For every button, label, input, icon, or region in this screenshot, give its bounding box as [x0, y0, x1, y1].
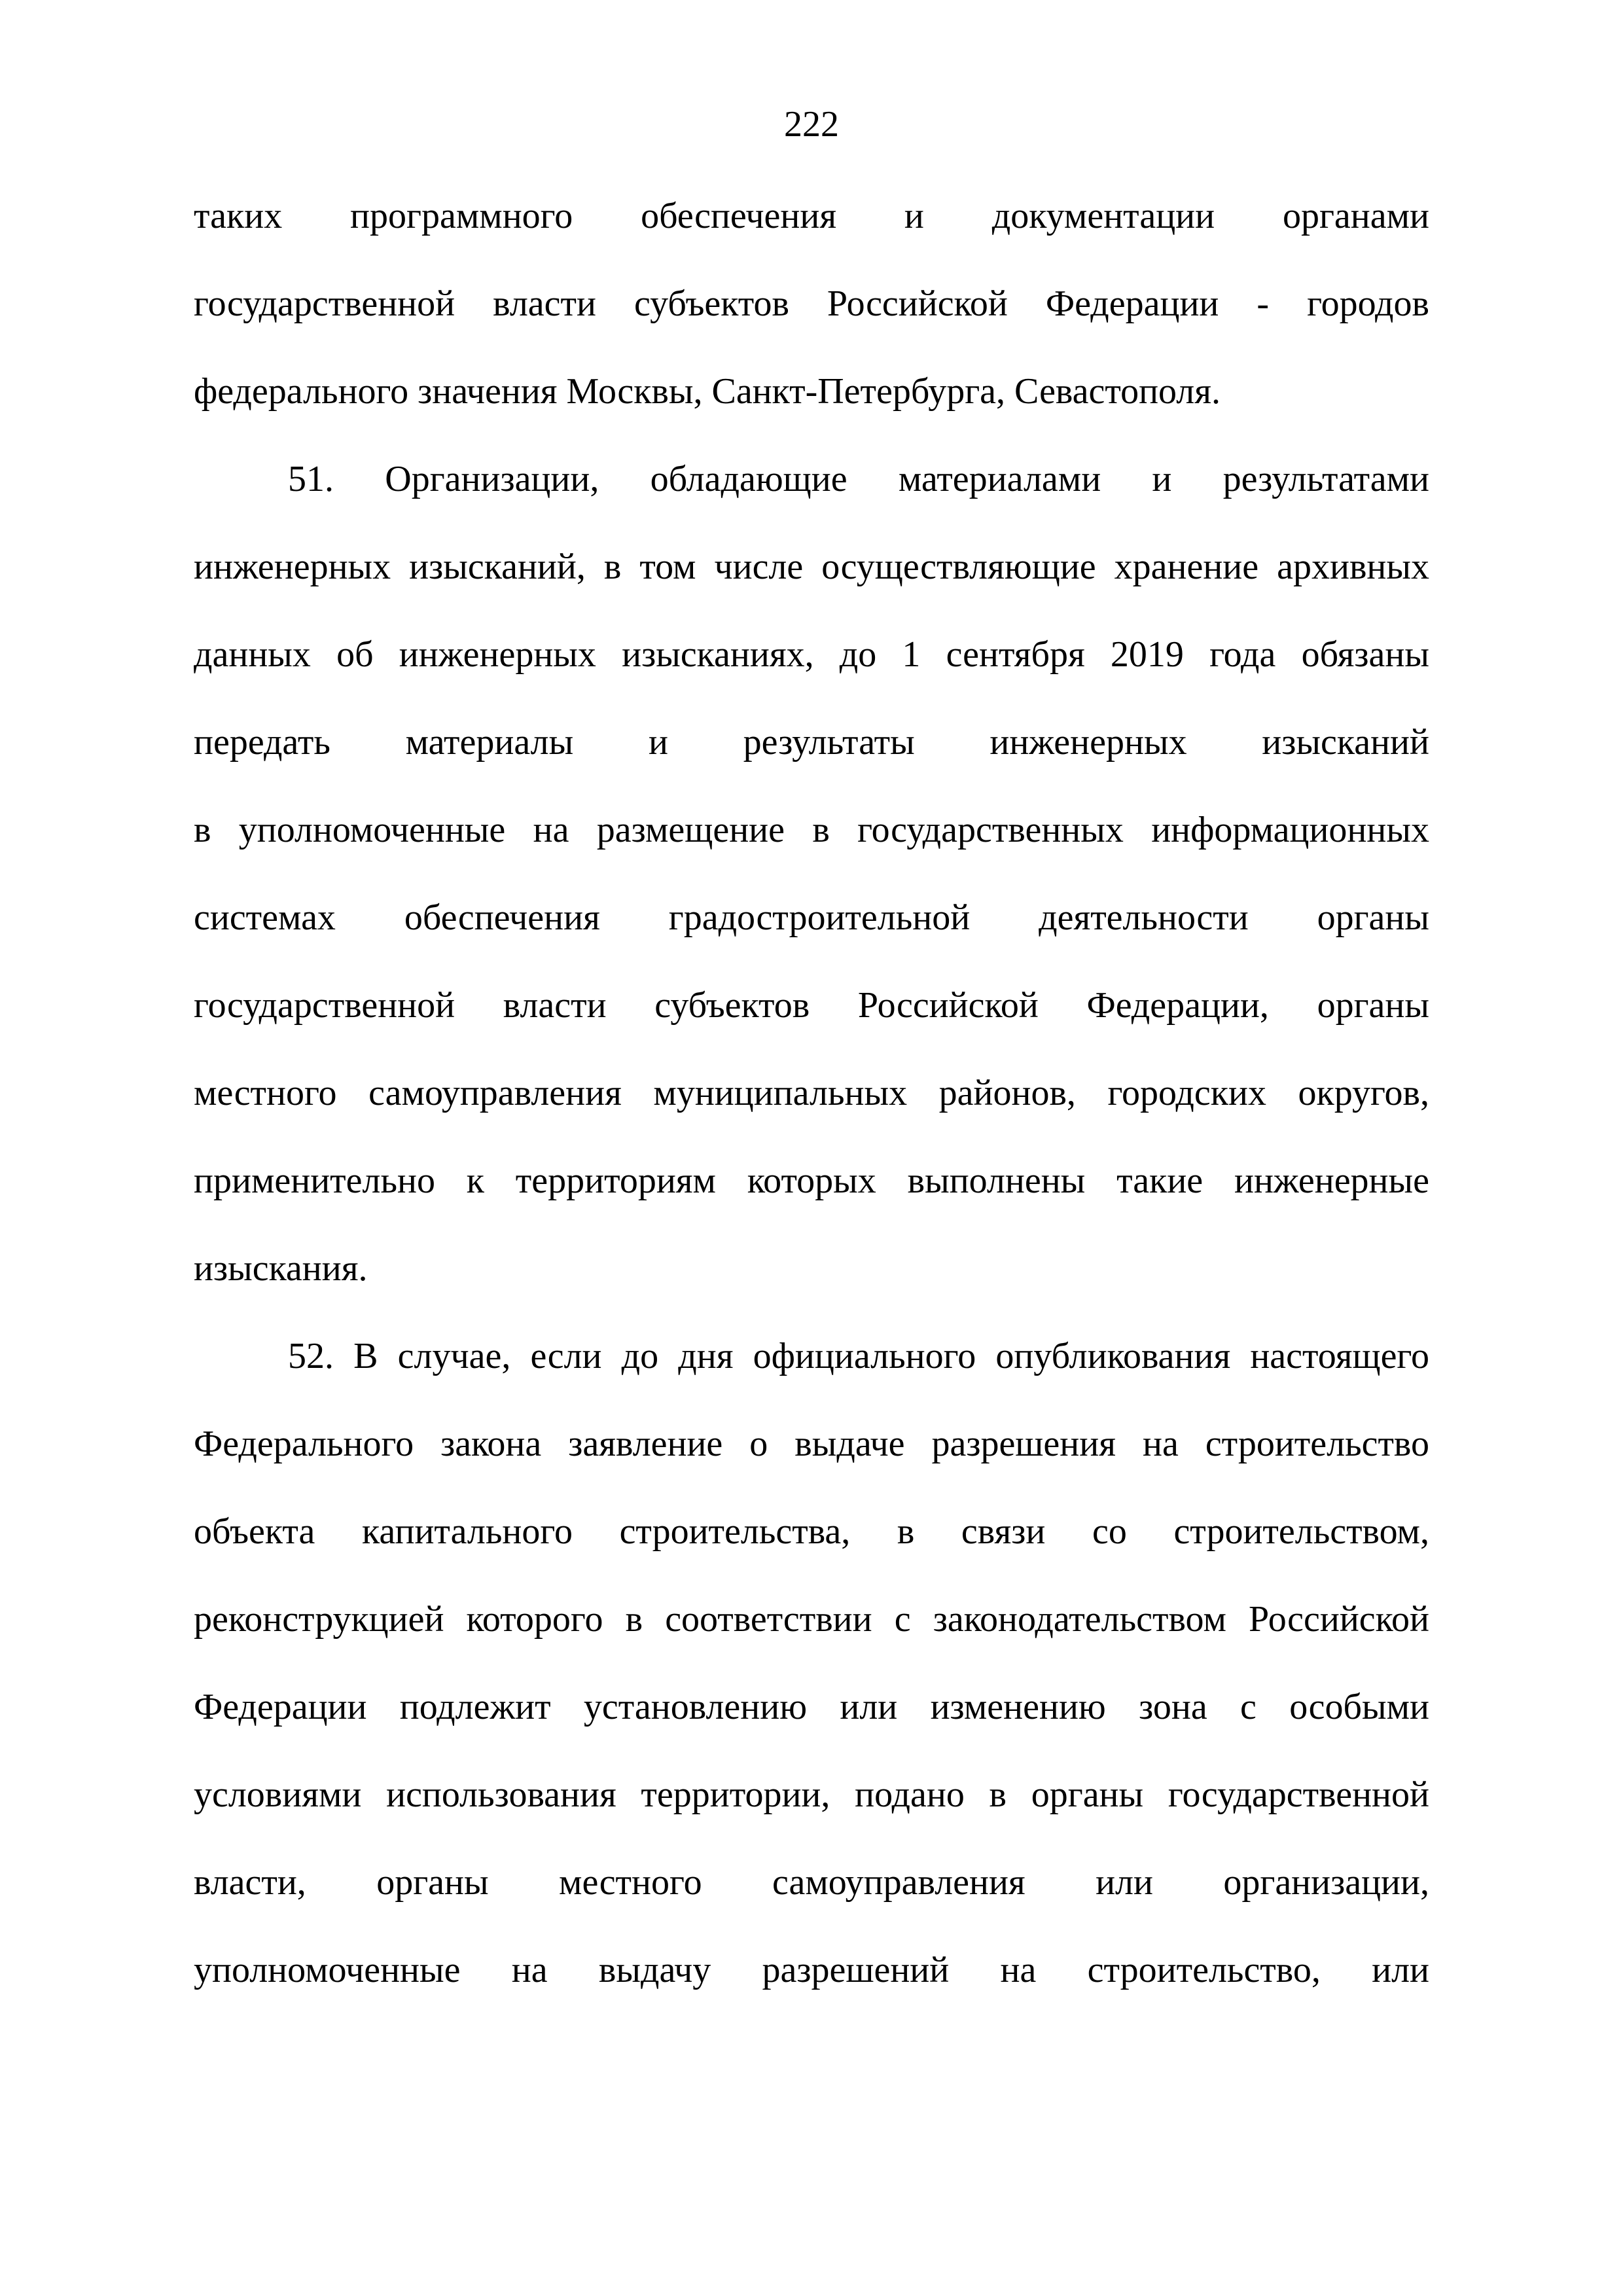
paragraph-51-start: 51. Организации, обладающие материалами и результатами	[288, 459, 1429, 499]
text-line: объекта капитального строительства, в связи со строительством,	[194, 1511, 1429, 1552]
page-number: 222	[784, 104, 839, 145]
paragraph-52-start: 52. В случае, если до дня официального опубликования настоящего	[288, 1336, 1429, 1376]
text-line: таких программного обеспечения и документации органами	[194, 196, 1429, 236]
text-line: изыскания.	[194, 1248, 368, 1289]
text-line: инженерных изысканий, в том числе осуществляющие хранение архивных	[194, 547, 1429, 587]
text-line: передать материалы и результаты инженерных изысканий	[194, 722, 1429, 762]
text-line: уполномоченные на выдачу разрешений на строительство, или	[194, 1950, 1429, 1990]
text-line: власти, органы местного самоуправления или организации,	[194, 1862, 1429, 1903]
text-line: государственной власти субъектов Российской Федерации, органы	[194, 985, 1429, 1026]
text-line: в уполномоченные на размещение в государственных информационных	[194, 810, 1429, 850]
text-line: условиями использования территории, подано в органы государственной	[194, 1774, 1429, 1815]
text-line: применительно к территориям которых выполнены такие инженерные	[194, 1160, 1429, 1201]
text-line: Федерального закона заявление о выдаче разрешения на строительство	[194, 1424, 1429, 1464]
text-line: государственной власти субъектов Российской Федерации - городов	[194, 283, 1429, 324]
text-line: местного самоуправления муниципальных районов, городских округов,	[194, 1073, 1429, 1113]
text-line: системах обеспечения градостроительной деятельности органы	[194, 897, 1429, 938]
text-line: федерального значения Москвы, Санкт-Петербурга, Севастополя.	[194, 371, 1221, 412]
text-line: данных об инженерных изысканиях, до 1 сентября 2019 года обязаны	[194, 634, 1429, 675]
text-line: реконструкцией которого в соответствии с законодательством Российской	[194, 1599, 1429, 1640]
text-line: Федерации подлежит установлению или изменению зона с особыми	[194, 1687, 1429, 1727]
